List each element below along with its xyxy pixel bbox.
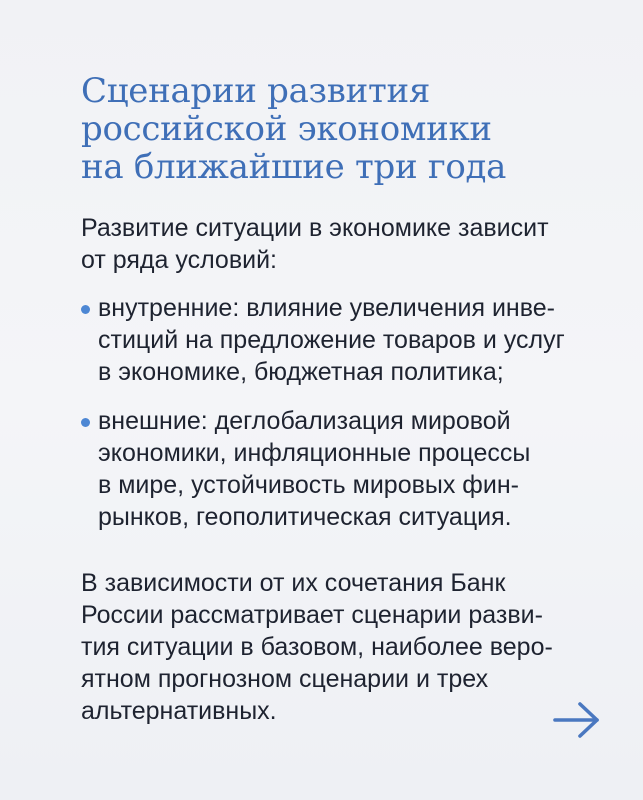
list-item-line: экономики, инфляционные процессы	[98, 439, 531, 467]
closing-line: тия ситуации в базовом, наиболее веро-	[81, 633, 553, 661]
title-line: российской экономики	[81, 109, 492, 149]
list-item-line: стиций на предложение товаров и услуг	[98, 326, 565, 354]
list-item-line: внутренние: влияние увеличения инве-	[98, 294, 555, 322]
bullet-dot	[81, 305, 90, 314]
list-item-line: рынков, геополитическая ситуация.	[98, 503, 512, 531]
closing-paragraph	[81, 567, 621, 727]
intro-line: Развитие ситуации в экономике зависит	[81, 214, 549, 242]
bullet-dot	[81, 418, 90, 427]
conditions-list	[81, 292, 621, 533]
closing-line: ятном прогнозном сценарии и трех	[81, 665, 489, 693]
closing-line: России рассматривает сценарии разви-	[81, 601, 543, 629]
closing-line: В зависимости от их сочетания Банк	[81, 569, 506, 597]
arrow-right-icon[interactable]	[553, 701, 601, 739]
list-item-internal	[81, 292, 621, 388]
intro-paragraph	[81, 212, 621, 276]
title-line: на ближайшие три года	[81, 147, 507, 187]
list-item-external	[81, 405, 621, 533]
title-line: Сценарии развития	[81, 71, 431, 111]
list-item-line: внешние: деглобализация мировой	[98, 407, 511, 435]
list-item-line: в мире, устойчивость мировых фин-	[98, 471, 519, 499]
intro-line: от ряда условий:	[81, 246, 277, 274]
page-title	[81, 72, 601, 186]
closing-line: альтернативных.	[81, 697, 277, 725]
list-item-line: в экономике, бюджетная политика;	[98, 358, 504, 386]
